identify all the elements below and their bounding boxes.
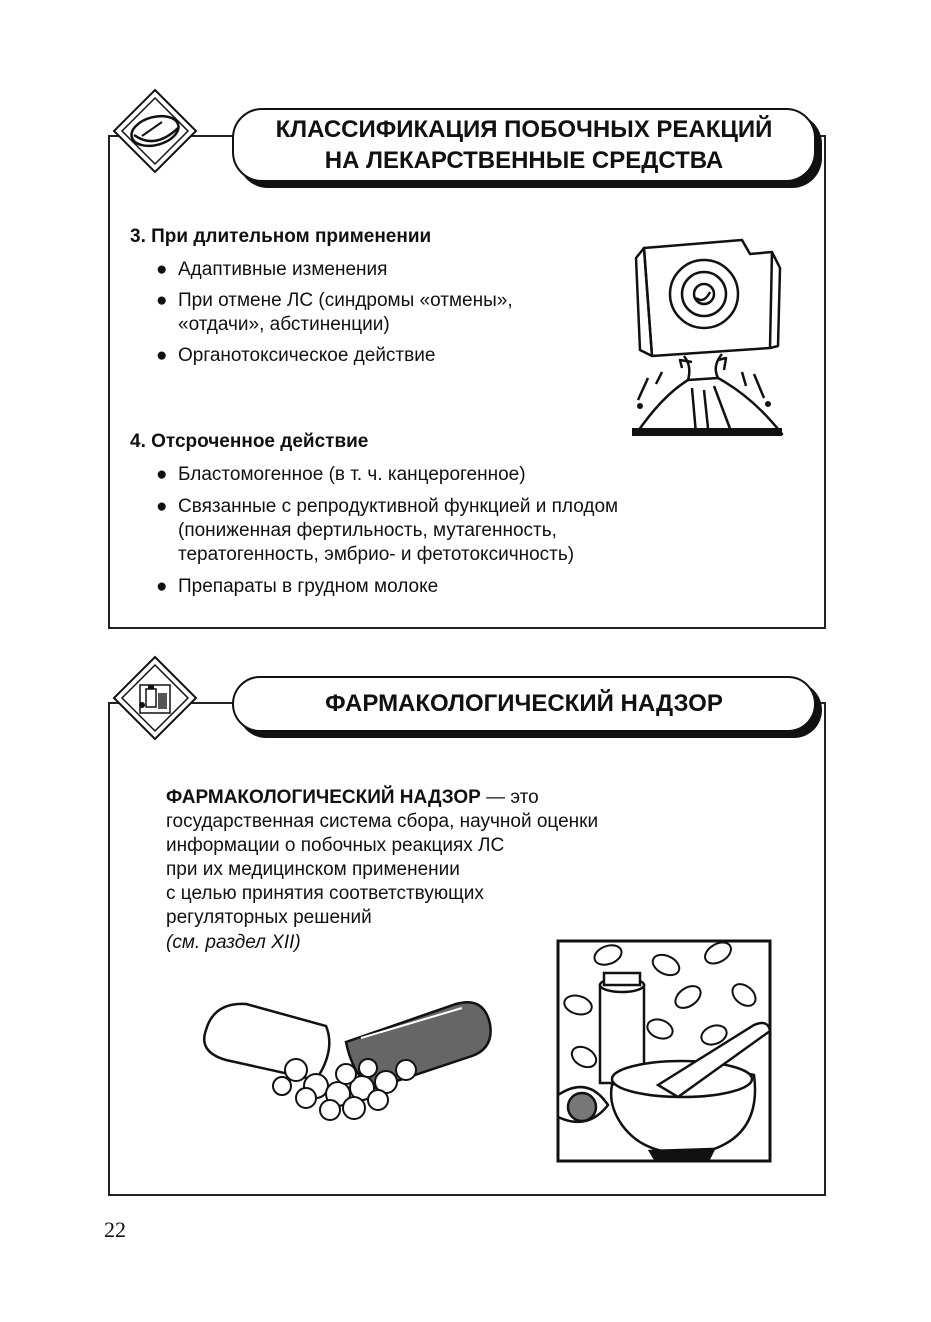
definition-term: ФАРМАКОЛОГИЧЕСКИЙ НАДЗОР — [166, 787, 481, 808]
list-item: Адаптивные изменения — [178, 259, 388, 280]
bullet: ● — [156, 259, 168, 280]
group-heading-long-term: 3. При длительном применении — [130, 226, 432, 247]
definition-first-line — [166, 786, 539, 810]
list-item: Органотоксическое действие — [178, 345, 436, 366]
definition-reference: (см. раздел XII) — [166, 932, 301, 953]
definition-line: с целью принятия соответствующих — [166, 883, 484, 904]
list-item: Связанные с репродуктивной функцией и плодом — [178, 496, 619, 517]
bullet: ● — [156, 345, 168, 366]
list-item: Бластомогенное (в т. ч. канцерогенное) — [178, 464, 526, 485]
title-line-2: НА ЛЕКАРСТВЕННЫЕ СРЕДСТВА — [324, 147, 724, 174]
title-line-1: КЛАССИФИКАЦИЯ ПОБОЧНЫХ РЕАКЦИЙ — [275, 116, 773, 143]
list-item: Препараты в грудном молоке — [178, 576, 439, 597]
bullet: ● — [156, 496, 168, 517]
list-item-continuation: тератогенность, эмбрио- и фетотоксичность) — [178, 544, 575, 565]
section-title-pharmacovigilance: ФАРМАКОЛОГИЧЕСКИЙ НАДЗОР — [232, 676, 816, 732]
pill-icon — [112, 88, 198, 174]
bullet: ● — [156, 576, 168, 597]
definition-line: государственная система сбора, научной оценки — [166, 811, 599, 832]
bullet: ● — [156, 464, 168, 485]
definition-line: информации о побочных реакциях ЛС — [166, 835, 505, 856]
definition-line: при их медицинском применении — [166, 859, 460, 880]
open-capsule-illustration — [186, 990, 496, 1125]
section-title-adverse-reactions — [232, 108, 816, 182]
mortar-and-pestle-illustration — [548, 935, 776, 1167]
pill-target-illustration — [622, 228, 792, 443]
bullet: ● — [156, 290, 168, 311]
list-item-continuation: (пониженная фертильность, мутагенность, — [178, 520, 557, 541]
medicine-bottles-icon — [112, 655, 198, 741]
page-number: 22 — [104, 1217, 126, 1242]
list-item-continuation: «отдачи», абстиненции) — [178, 314, 390, 335]
definition-dash: — это — [480, 787, 539, 808]
list-item: При отмене ЛС (синдромы «отмены», — [178, 290, 513, 311]
group-heading-delayed: 4. Отсроченное действие — [130, 431, 369, 452]
definition-line: регуляторных решений — [166, 907, 372, 928]
